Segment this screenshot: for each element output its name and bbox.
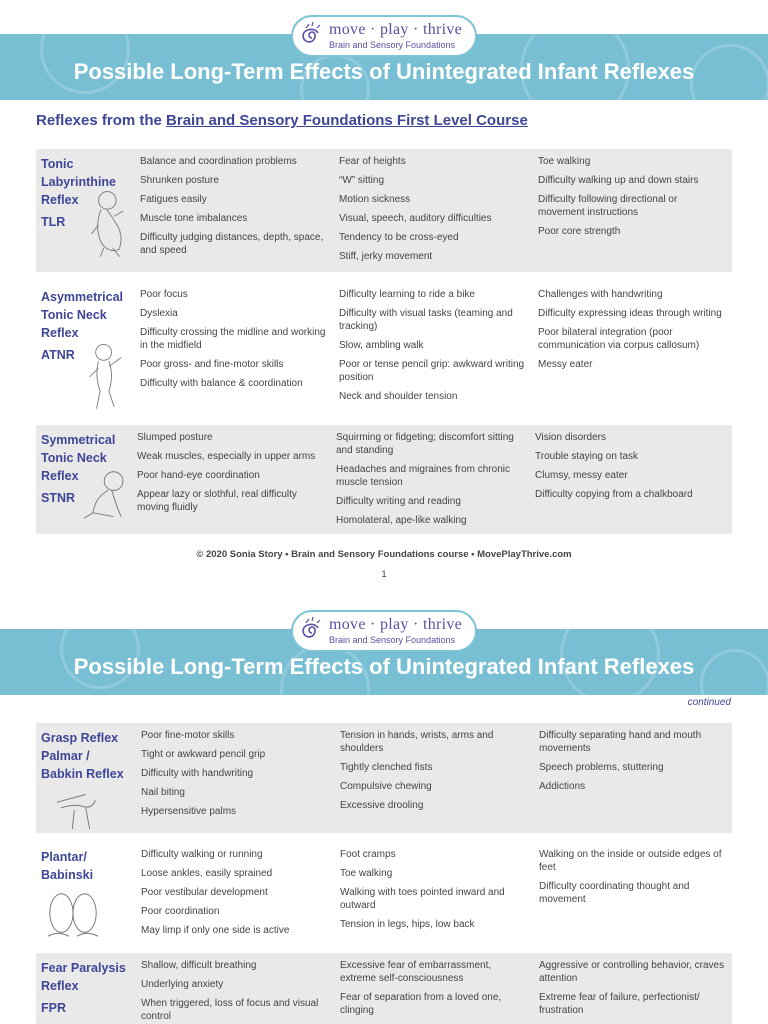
effect-item: Poor bilateral integration (poor communication via corpus callosum) [538,327,700,351]
effect-item: Poor fine-motor skills [141,730,235,741]
effect-item: Fear of separation from a loved one, clinging [340,992,502,1016]
reflex-abbr: FPR [41,1001,66,1015]
effect-item: Challenges with handwriting [538,289,663,300]
effect-item: Homolateral, ape-like walking [336,515,467,526]
effect-item: “W” sitting [339,175,384,186]
effect-item: Muscle tone imbalances [140,213,248,224]
effect-item: Hypersensitive palms [141,806,237,817]
brand-name: move · play · thrive [329,21,463,38]
effect-item: Loose ankles, easily sprained [141,868,273,879]
effect-item: Aggressive or controlling behavior, craves attention [539,960,725,984]
effect-item: Foot cramps [340,849,396,860]
brand-tagline: Brain and Sensory Foundations [329,635,456,645]
reflex-row-atnr [36,282,732,422]
effect-item: Tight or awkward pencil grip [141,749,266,760]
effect-item: Difficulty separating hand and mouth movements [539,730,702,754]
reflex-abbr: STNR [41,491,76,505]
reflex-abbr: TLR [41,215,66,229]
effect-item: Balance and coordination problems [140,156,297,167]
spiral-logo-icon [301,22,323,50]
subtitle-prefix: Reflexes from the [36,112,167,129]
effect-item: Excessive fear of embarrassment, extreme self-consciousness [340,960,492,984]
reflex-row-fpr [36,953,732,1024]
effect-item: Walking on the inside or outside edges of feet [539,849,722,873]
reflex-row-stnr [36,425,732,534]
effect-item: Compulsive chewing [340,781,432,792]
reflex-name: Fear Paralysis Reflex [41,961,126,993]
effect-item: Difficulty with visual tasks (teaming and tracking) [339,308,513,332]
feet-illustration [42,886,104,944]
brand-name: move · play · thrive [329,616,463,633]
effect-item: Fatigues easily [140,194,207,205]
page-number: 1 [381,569,387,580]
effect-item: Addictions [539,781,586,792]
reflex-row-plantar [36,842,732,948]
effect-item: Slumped posture [137,432,213,443]
effect-item: Difficulty coordinating thought and movement [539,881,690,905]
reflex-name: Grasp Reflex Palmar / Babkin Reflex [41,731,124,781]
effect-item: Visual, speech, auditory difficulties [339,213,492,224]
effect-item: Difficulty walking or running [141,849,263,860]
effect-item: Tightly clenched fists [340,762,433,773]
effect-item: Walking with toes pointed inward and outward [340,887,505,911]
effect-item: Difficulty with balance & coordination [140,378,303,389]
reflex-row-grasp [36,723,732,833]
effect-item: Toe walking [538,156,591,167]
effect-item: Difficulty expressing ideas through writing [538,308,722,319]
effect-item: Difficulty with handwriting [141,768,254,779]
continued-label: continued [687,697,731,708]
effect-item: Headaches and migraines from chronic muscle tension [336,464,510,488]
effect-item: Vision disorders [535,432,606,443]
grasp-hand-illustration [50,783,110,831]
effect-item: Slow, ambling walk [339,340,424,351]
effect-item: Appear lazy or slothful, real difficulty moving fluidly [137,489,297,513]
effect-item: Tension in hands, wrists, arms and shoulders [340,730,494,754]
reflex-name: Symmetrical Tonic Neck Reflex [41,433,116,483]
effect-item: Poor or tense pencil grip: awkward writing position [339,359,525,383]
effect-item: Underlying anxiety [141,979,224,990]
effect-item: Motion sickness [339,194,411,205]
effect-item: Difficulty learning to ride a bike [339,289,475,300]
page-title-2: Possible Long-Term Effects of Unintegrated Infant Reflexes [73,654,695,679]
copyright-footer: © 2020 Sonia Story • Brain and Sensory Foundations course • MovePlayThrive.com [196,549,572,560]
reflex-name: Asymmetrical Tonic Neck Reflex [41,290,123,340]
effect-item: Stiff, jerky movement [339,251,433,262]
effect-item: Difficulty following directional or movement instructions [538,194,678,218]
infant-stnr-illustration [80,463,136,529]
effect-item: Difficulty writing and reading [336,496,461,507]
logo [291,15,477,57]
effect-item: Fear of heights [339,156,406,167]
infant-atnr-illustration [86,337,130,417]
effect-item: Poor gross- and fine-motor skills [140,359,284,370]
spiral-logo-icon [301,617,323,645]
effect-item: Nail biting [141,787,185,798]
effect-item: Poor vestibular development [141,887,268,898]
effect-item: Weak muscles, especially in upper arms [137,451,316,462]
reflex-name: Tonic Labyrinthine Reflex [41,157,117,207]
effect-item: Excessive drooling [340,800,424,811]
effect-item: Squirming or fidgeting; discomfort sitting and standing [336,432,514,456]
reflex-row-tlr [36,149,732,272]
effect-item: Difficulty judging distances, depth, space, and speed [140,232,324,256]
reflex-name: Plantar/ Babinski [41,850,94,882]
effect-item: Poor focus [140,289,188,300]
logo-2 [291,610,477,652]
effect-item: Shrunken posture [140,175,219,186]
effect-item: Difficulty copying from a chalkboard [535,489,693,500]
effect-item: Poor coordination [141,906,220,917]
effect-item: Neck and shoulder tension [339,391,458,402]
effect-item: Extreme fear of failure, perfectionist/ frustration [539,992,700,1016]
brand-tagline: Brain and Sensory Foundations [329,40,456,50]
page-title: Possible Long-Term Effects of Unintegrated Infant Reflexes [73,59,695,84]
effect-item: Trouble staying on task [535,451,639,462]
effect-item: Messy eater [538,359,593,370]
effect-item: May limp if only one side is active [141,925,290,936]
effect-item: Difficulty crossing the midline and working in the midfield [140,327,326,351]
effect-item: Toe walking [340,868,393,879]
effect-item: Shallow, difficult breathing [141,960,257,971]
effect-item: Dyslexia [140,308,178,319]
effect-item: Clumsy, messy eater [535,470,628,481]
section-subtitle [36,112,528,129]
infant-tlr-illustration [88,189,132,261]
effect-item: Tendency to be cross-eyed [339,232,459,243]
course-link[interactable]: Brain and Sensory Foundations First Level Course [166,112,528,129]
effect-item: Poor hand-eye coordination [137,470,260,481]
effect-item: Speech problems, stuttering [539,762,664,773]
effect-item: Tension in legs, hips, low back [340,919,475,930]
effect-item: When triggered, loss of focus and visual control [141,998,319,1022]
reflex-abbr: ATNR [41,348,75,362]
effect-item: Difficulty walking up and down stairs [538,175,699,186]
effect-item: Poor core strength [538,226,621,237]
